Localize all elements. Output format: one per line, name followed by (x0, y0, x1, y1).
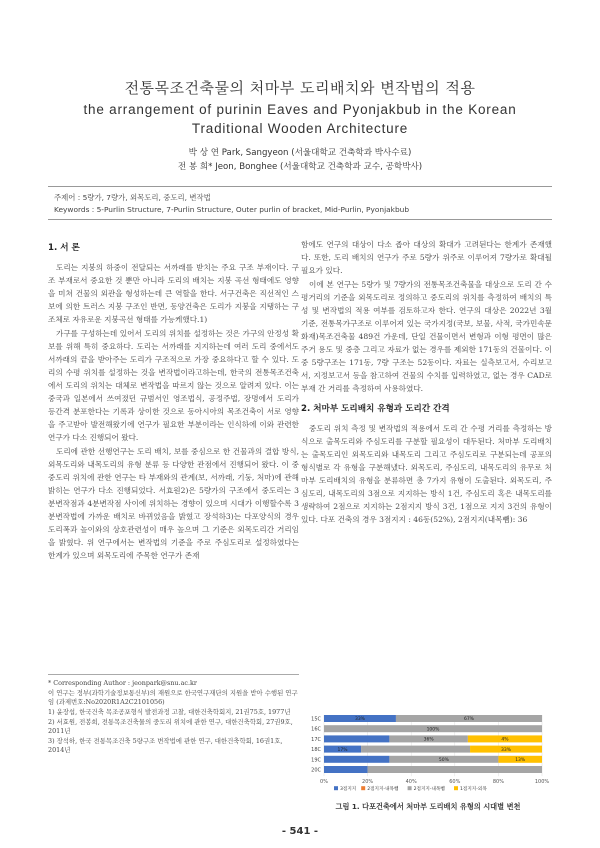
data-label: 13% (515, 758, 526, 763)
x-tick-label: 60% (449, 779, 461, 786)
chart-bars (324, 715, 542, 773)
data-label: 67% (463, 717, 474, 723)
paragraph: 도리에 관한 선행연구는 도리 배치, 보를 중심으로 한 건물과의 결합 방식, 외목도리와 내목도리의 유형 분류 등 다양한 관점에서 진행되어 왔다. 이 중 중도리 위치에 관한 연구는 타 부재와의 관계(보, 서까래, 기둥, 처마)에 관해 밝히는 연구가 다소 진행되었다. 서효원2)은 5량가의 구조에서 중도리는 3분변작점과 4분변작점 사이에 위치하는 경향이 있으며 시대가 이행할수록 3분변작법에 가까운 배치로 바뀌었음을 밝혔고 장석하3)는 다포양식의 경우 도리폭과 높이와의 상호관련성이 매우 높으며 그 기준은 외목도리간 거리임을 밝혔다. 위 연구에서는 변작법의 기준을 주로 주심도리로 설정하였다는 한계가 있으며 외목도리에 주목한 연구가 존재 (48, 447, 299, 560)
chart-category-labels (311, 717, 321, 774)
figure-caption: 그림 1. 다포건축에서 처마부 도리배치 유형의 시대별 변천 (335, 802, 521, 811)
data-label: 100% (426, 727, 440, 733)
paragraph: 도리는 지붕의 하중이 전달되는 서까래를 받치는 주요 구조 부재이다. 구조 부재로서 중요한 것 뿐만 아니라 도리의 배치는 지붕 곡선 형태에도 영향을 미쳐 건물의 외관을 형성하는데 큰 역할을 한다. 서구건축은 직선적인 스보에 의한 트러스 지붕 구조인 반면, 동양건축은 도리가 지붕을 지탱하는 구조체로 자유로운 지붕곡선 형태를 가능케했다.1) (48, 263, 299, 324)
author-line-2: 전 봉 희* Jeon, Bonghee (서울대학교 건축학과 교수, 공학박사) (177, 162, 423, 172)
footnote-3: 3) 장석하, 한국 전통목조건축 5량구조 변작법에 관한 연구, 대한건축학회, 16권1호, 2014년 (48, 737, 283, 754)
category-label: 18C (311, 747, 321, 754)
legend-swatch (334, 786, 338, 790)
x-tick-label: 100% (534, 779, 550, 786)
keywords-english: Keywords : 5-Purlin Structure, 7-Purlin Structure, Outer purlin of bracket, Mid-Purlin, Pyonjakbub (54, 205, 410, 214)
keywords-korean: 주제어 : 5량가, 7량가, 외목도리, 중도리, 변작법 (54, 193, 211, 202)
section-heading-2: 2. 처마부 도리배치 유형과 도리간 간격 (301, 404, 450, 414)
stacked-bar-chart (302, 713, 554, 795)
x-tick-label: 40% (405, 779, 417, 786)
section-heading-introduction: 1. 서 론 (48, 243, 80, 253)
bar-segment (324, 735, 389, 742)
paragraph: 중도리 위치 측정 및 변작법의 적용에서 도리 간 수평 거리를 측정하는 방식으로 출목도리와 주심도리를 구분할 필요성이 대두된다. 처마부 도리배치는 출목도리인 외목도리와 내목도리 그리고 주심도리로 구분되는데 공포의 형식별로 각 유형을 구분해냈다. 외목도리, 주심도리, 내목도리의 유무로 처마부 도리배치의 유형을 분류하면 총 7가지 유형이 도출된다. 외목도리, 주심도리, 내목도리의 3점으로 지지하는 방식 1건, 주심도리 혹은 내목도리를 생략하여 2점으로 지지하는 2점지지 방식 3건, 1점으로 지지 3건의 유형이 있다. 다포 건축의 경우 3점지지 : 46동(52%), 2점지지(내목뺌): 36 (301, 424, 552, 524)
legend-label: 2점지지-내목뺌 (413, 787, 445, 793)
legend-swatch (454, 786, 458, 790)
legend-swatch (361, 786, 365, 790)
legend-label: 2점지지-내목뺌 (367, 787, 399, 793)
chart-legend (334, 785, 487, 792)
x-tick-label: 0% (320, 779, 328, 786)
paper-title-english: the arrangement of purinin Eaves and Pyonjakbub in the Korean Traditional Wooden Architecture (83, 102, 517, 136)
right-column (301, 238, 552, 527)
x-tick-label: 80% (492, 779, 504, 786)
legend-label: 3점지지 (340, 787, 357, 793)
legend-label: 1점지지-외목 (460, 787, 487, 793)
data-label: 4% (501, 737, 509, 743)
x-tick-label: 20% (362, 779, 374, 786)
category-label: 17C (311, 736, 321, 743)
left-column (48, 238, 299, 563)
data-label: 36% (423, 737, 434, 743)
footnote-2: 2) 서효원, 전봉희, 전통목조건축물의 중도리 위치에 관한 연구, 대한건축학회, 27권9호, 2011년 (48, 718, 293, 735)
author-line-1: 박 상 연 Park, Sangyeon (서울대학교 건축학과 박사수료) (188, 148, 412, 158)
bar-segment (368, 766, 542, 773)
paragraph: 이에 본 연구는 5량가 및 7량가의 전통목조건축물을 대상으로 도리 간 수평거리의 기준을 외목도리로 정의하고 중도리의 위치를 측정하여 배치의 특성 및 변작법의 적용 여부를 검토하고자 한다. 연구의 대상은 2022년 3월 기준, 전통목가구조로 이루어져 있는 국가지정(국보, 보물, 사적, 국가민속문화재)목조건축물 489건 가운데, 단일 건물이면서 변형과 이형 평면이 많은 주거 용도 및 중층 그리고 자료가 없는 경우를 제외한 171동의 건물이다. 이 중 5량구조는 171동, 7량 구조는 52동이다. 자료는 실측보고서, 수리보고서, 지정보고서 등을 참고하여 건물의 수치를 입력하였고, 없는 경우 CAD로 부재 간 거리를 측정하여 사용하였다. (301, 280, 552, 393)
chart-x-ticks (320, 779, 549, 785)
paragraph: 함에도 연구의 대상이 다소 좁아 대상의 확대가 고려된다는 한계가 존재했다. 또한, 도리 배치의 연구가 주로 5량가 위주로 이루어져 7량가로 확대될 필요가 있다. (301, 240, 552, 275)
paper-title-korean: 전통목조건축물의 처마부 도리배치와 변작법의 적용 (124, 79, 476, 97)
page-number: - 541 - (281, 826, 319, 837)
data-label: 33% (501, 747, 512, 753)
bar-segment (324, 756, 389, 763)
footnote-corresponding: * Corresponding Author : jeonpark@snu.ac.kr (48, 679, 197, 687)
category-label: 20C (311, 767, 321, 774)
paragraph: 가구를 구성하는데 있어서 도리의 위치를 설정하는 것은 가구의 안정성 확보를 위해 특히 중요하다. 도리는 서까래를 지지하는데 여러 도리 중에서도 서까래의 끝을 받아주는 도리가 구조적으로 가장 중요하다고 할 수 있다. 도리의 수평 위치를 설정하는 것을 변작법이라고하는데, 한국의 전통목조건축에서 도리의 위치는 대체로 변작법을 따르지 않는 것으로 알려져 있다. 이는 중국과 일본에서 쓰여졌던 규범서인 영조법식, 공정주법, 장명에서 도리가 등간격 분포한다는 기록과 상이한 것으로 동아시아의 목조건축이 서로 영향을 주고받아 발전해왔기에 연구가 필요한 부분이라는 인식하에 이와 관련한 연구가 다소 진행되어 왔다. (48, 329, 299, 442)
data-label: 17% (337, 747, 348, 753)
category-label: 15C (311, 716, 321, 723)
footnote-funding: 이 연구는 정부(과학기술정보통신부)의 재원으로 한국연구재단의 지원을 받아 수행된 연구임 (과제번호:No2020R1A2C2101056) (48, 689, 298, 706)
footnote-1: 1) 윤장섭, 한국건축 목조공포형식 발전과정 고찰, 대한건축학회지, 21권75호, 1977년 (48, 708, 291, 716)
bar-segment (361, 746, 470, 753)
data-label: 33% (354, 717, 365, 723)
keywords-box (48, 186, 552, 220)
data-label: 50% (438, 758, 449, 763)
bar-segment (324, 766, 368, 773)
footnotes (48, 674, 299, 756)
legend-swatch (408, 786, 412, 790)
category-label: 16C (311, 726, 321, 733)
category-label: 19C (311, 757, 321, 764)
